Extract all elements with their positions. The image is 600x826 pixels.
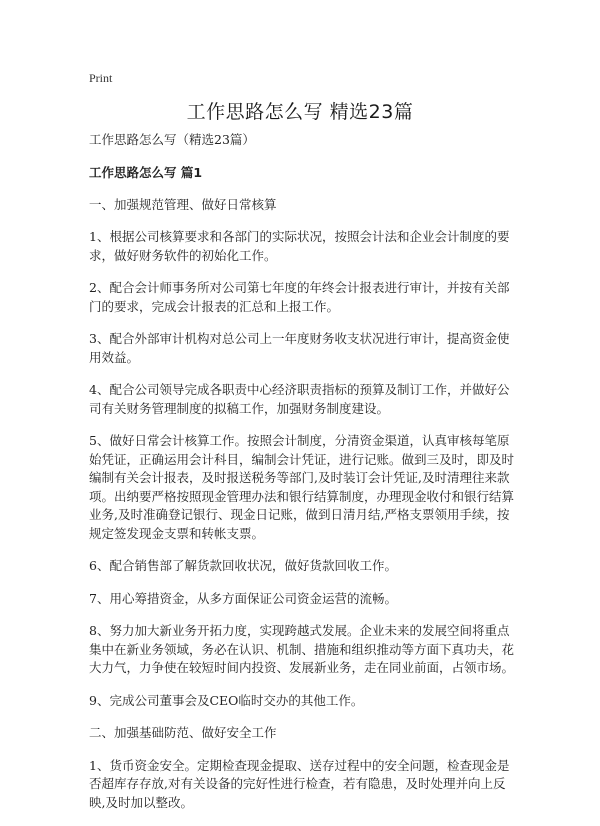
paragraph: 4、配合公司领导完成各职责中心经济职责指标的预算及制订工作，并做好公司有关财务管理制度的拟稿工作，加强财务制度建设。	[89, 382, 510, 416]
print-label: Print	[89, 71, 113, 85]
section-heading-2: 二、加强基础防范、做好安全工作	[89, 725, 277, 740]
paragraph: 6、配合销售部了解货款回收状况，做好货款回收工作。	[89, 558, 397, 573]
paragraph: 1、根据公司核算要求和各部门的实际状况，按照会计法和企业会计制度的要求，做好财务软件的初始化工作。	[89, 229, 510, 263]
article-heading: 工作思路怎么写 篇1	[89, 164, 203, 180]
document-title: 工作思路怎么写 精选23篇	[186, 101, 414, 123]
paragraph: 8、努力加大新业务开拓力度，实现跨越式发展。企业未来的发展空间将重点集中在新业务领域，务必在认识、机制、措施和组织推动等方面下真功夫，花大力气，力争使在较短时间内投资、发展新业务，走在同业前面，占领市场。	[89, 623, 515, 675]
paragraph: 2、配合会计师事务所对公司第七年度的年终会计报表进行审计，并按有关部门的要求，完成会计报表的汇总和上报工作。	[89, 280, 510, 314]
paragraph: 1、货币资金安全。定期检查现金提取、送存过程中的安全问题，检查现金是否超库存存放,对有关设备的完好性进行检查，若有隐患，及时处理并向上反映,及时加以整改。	[89, 757, 510, 810]
paragraph: 5、做好日常会计核算工作。按照会计制度，分清资金渠道，认真审核每笔原始凭证，正确运用会计科目，编制会计凭证，进行记账。做到三及时，即及时编制有关会计报表，及时报送税务等部门,及时装订会计凭证,及时清理往来款项。出纳要严格按照现金管理办法和银行结算制度，办理现金收付和银行结算业务,及时准确登记银行、现金日记账，做到日清月结,严格支票领用手续，按规定签发现金支票和转帐支票。	[89, 433, 515, 541]
paragraph: 9、完成公司董事会及CEO临时交办的其他工作。	[89, 692, 364, 708]
paragraph: 3、配合外部审计机构对总公司上一年度财务收支状况进行审计，提高资金使用效益。	[89, 331, 510, 365]
section-heading-1: 一、加强规范管理、做好日常核算	[89, 196, 277, 212]
document-body	[89, 131, 514, 826]
document-subtitle: 工作思路怎么写（精选23篇）	[89, 132, 255, 147]
paragraph: 7、用心筹措资金，从多方面保证公司资金运营的流畅。	[89, 590, 397, 606]
